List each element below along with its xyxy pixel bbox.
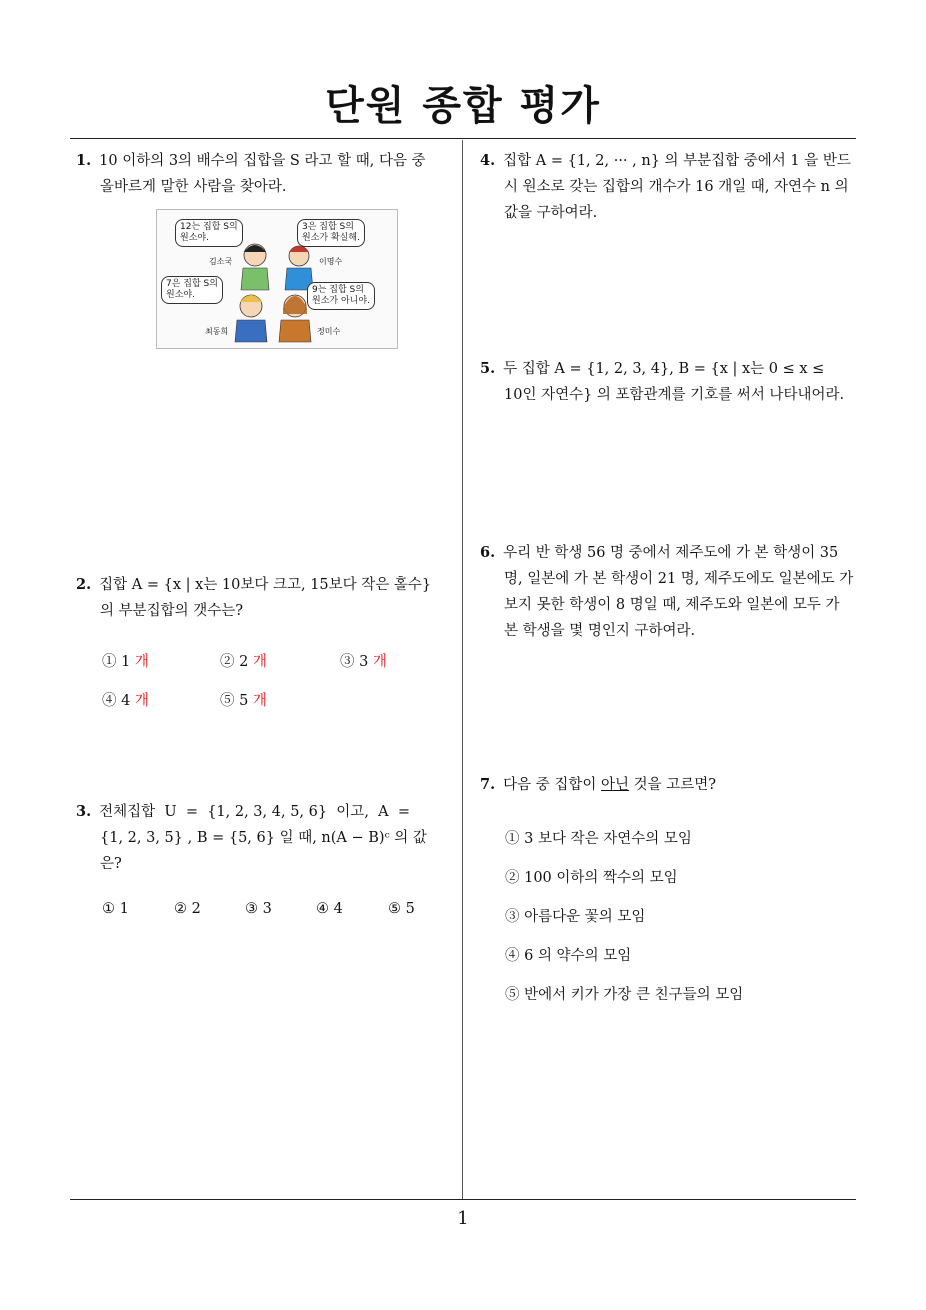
question-number: 3. bbox=[76, 803, 92, 820]
question-text: 10 이하의 3의 배수의 집합을 S 라고 할 때, 다음 중 bbox=[99, 153, 426, 169]
question-text: 의 부분집합의 갯수는? bbox=[100, 603, 244, 619]
question-number: 2. bbox=[76, 576, 92, 593]
answer-option[interactable]: ② 2 bbox=[174, 901, 201, 917]
character-name: 김소국 bbox=[209, 257, 233, 266]
question-number: 1. bbox=[76, 152, 92, 169]
question-number: 6. bbox=[480, 544, 496, 561]
answer-option[interactable]: ⑤ 반에서 키가 가장 큰 친구들의 모임 bbox=[505, 987, 744, 1003]
speech-bubble: 7은 집합 S의 원소야. bbox=[161, 276, 223, 304]
question-1 bbox=[76, 148, 458, 200]
speech-bubble: 12는 집합 S의 원소야. bbox=[175, 219, 243, 247]
column-divider bbox=[462, 140, 463, 1200]
question-text: 값을 구하여라. bbox=[504, 205, 598, 221]
answer-option[interactable]: ③ 아름다운 꽃의 모임 bbox=[505, 909, 646, 925]
cartoon-illustration bbox=[156, 209, 398, 349]
question-text: 집합 A = {1, 2, ··· , n} 의 부분집합 중에서 1 을 반드 bbox=[503, 153, 851, 169]
question-text: 전체집합 U = {1, 2, 3, 4, 5, 6} 이고, A = bbox=[99, 804, 410, 820]
question-text: 우리 반 학생 56 명 중에서 제주도에 가 본 학생이 35 bbox=[503, 545, 839, 561]
speech-bubble: 9는 집합 S의 원소가 아니야. bbox=[307, 282, 375, 310]
answer-option[interactable]: ⑤ 5 개 bbox=[220, 693, 267, 709]
question-text: 10인 자연수} 의 포함관계를 기호를 써서 나타내어라. bbox=[504, 387, 845, 403]
question-text: {1, 2, 3, 5} , B = {5, 6} 일 때, n(A − B)ᶜ 의 값 bbox=[100, 830, 427, 846]
question-text: 보지 못한 학생이 8 명일 때, 제주도와 일본에 모두 가 bbox=[504, 597, 840, 613]
question-4 bbox=[480, 148, 860, 226]
question-7 bbox=[480, 772, 860, 798]
answer-option[interactable]: ④ 4 bbox=[316, 901, 343, 917]
emphasis-text: 아닌 bbox=[601, 777, 630, 793]
question-text: 은? bbox=[100, 856, 122, 872]
answer-option[interactable]: ② 100 이하의 짝수의 모임 bbox=[505, 870, 678, 886]
question-6 bbox=[480, 540, 860, 644]
top-divider bbox=[70, 138, 856, 139]
page-title: 단원 종합 평가 bbox=[325, 83, 601, 129]
question-text: 두 집합 A = {1, 2, 3, 4}, B = {x | x는 0 ≤ x ≤ bbox=[503, 361, 825, 377]
answer-option[interactable]: ⑤ 5 bbox=[388, 901, 415, 917]
question-3 bbox=[76, 799, 458, 877]
answer-option[interactable]: ① 1 bbox=[102, 901, 129, 917]
answer-option[interactable]: ① 3 보다 작은 자연수의 모임 bbox=[505, 831, 692, 847]
question-number: 4. bbox=[480, 152, 496, 169]
answer-option[interactable]: ③ 3 bbox=[245, 901, 272, 917]
speech-bubble: 3은 집합 S의 원소가 확실해. bbox=[297, 219, 365, 247]
character-name: 이명수 bbox=[319, 257, 343, 266]
character-name: 최동희 bbox=[205, 327, 229, 336]
question-text: 올바르게 말한 사람을 찾아라. bbox=[100, 179, 287, 195]
question-text: 집합 A = {x | x는 10보다 크고, 15보다 작은 홀수} bbox=[99, 577, 432, 593]
answer-option[interactable]: ③ 3 개 bbox=[340, 654, 387, 670]
question-number: 7. bbox=[480, 776, 496, 793]
question-text: 명, 일본에 가 본 학생이 21 명, 제주도에도 일본에도 가 bbox=[504, 571, 854, 587]
question-number: 5. bbox=[480, 360, 496, 377]
question-5 bbox=[480, 356, 860, 408]
character-name: 정미수 bbox=[317, 327, 341, 336]
question-text: 다음 중 집합이 bbox=[503, 777, 602, 793]
bottom-divider bbox=[70, 1199, 856, 1200]
question-text: 것을 고르면? bbox=[629, 777, 717, 793]
question-text: 시 원소로 갖는 집합의 개수가 16 개일 때, 자연수 n 의 bbox=[504, 179, 849, 195]
page-number: 1 bbox=[457, 1208, 469, 1229]
question-text: 본 학생을 몇 명인지 구하여라. bbox=[504, 623, 696, 639]
answer-option[interactable]: ④ 6 의 약수의 모임 bbox=[505, 948, 632, 964]
answer-option[interactable]: ② 2 개 bbox=[220, 654, 267, 670]
answer-option[interactable]: ① 1 개 bbox=[102, 654, 149, 670]
question-2 bbox=[76, 572, 458, 624]
answer-option[interactable]: ④ 4 개 bbox=[102, 693, 149, 709]
